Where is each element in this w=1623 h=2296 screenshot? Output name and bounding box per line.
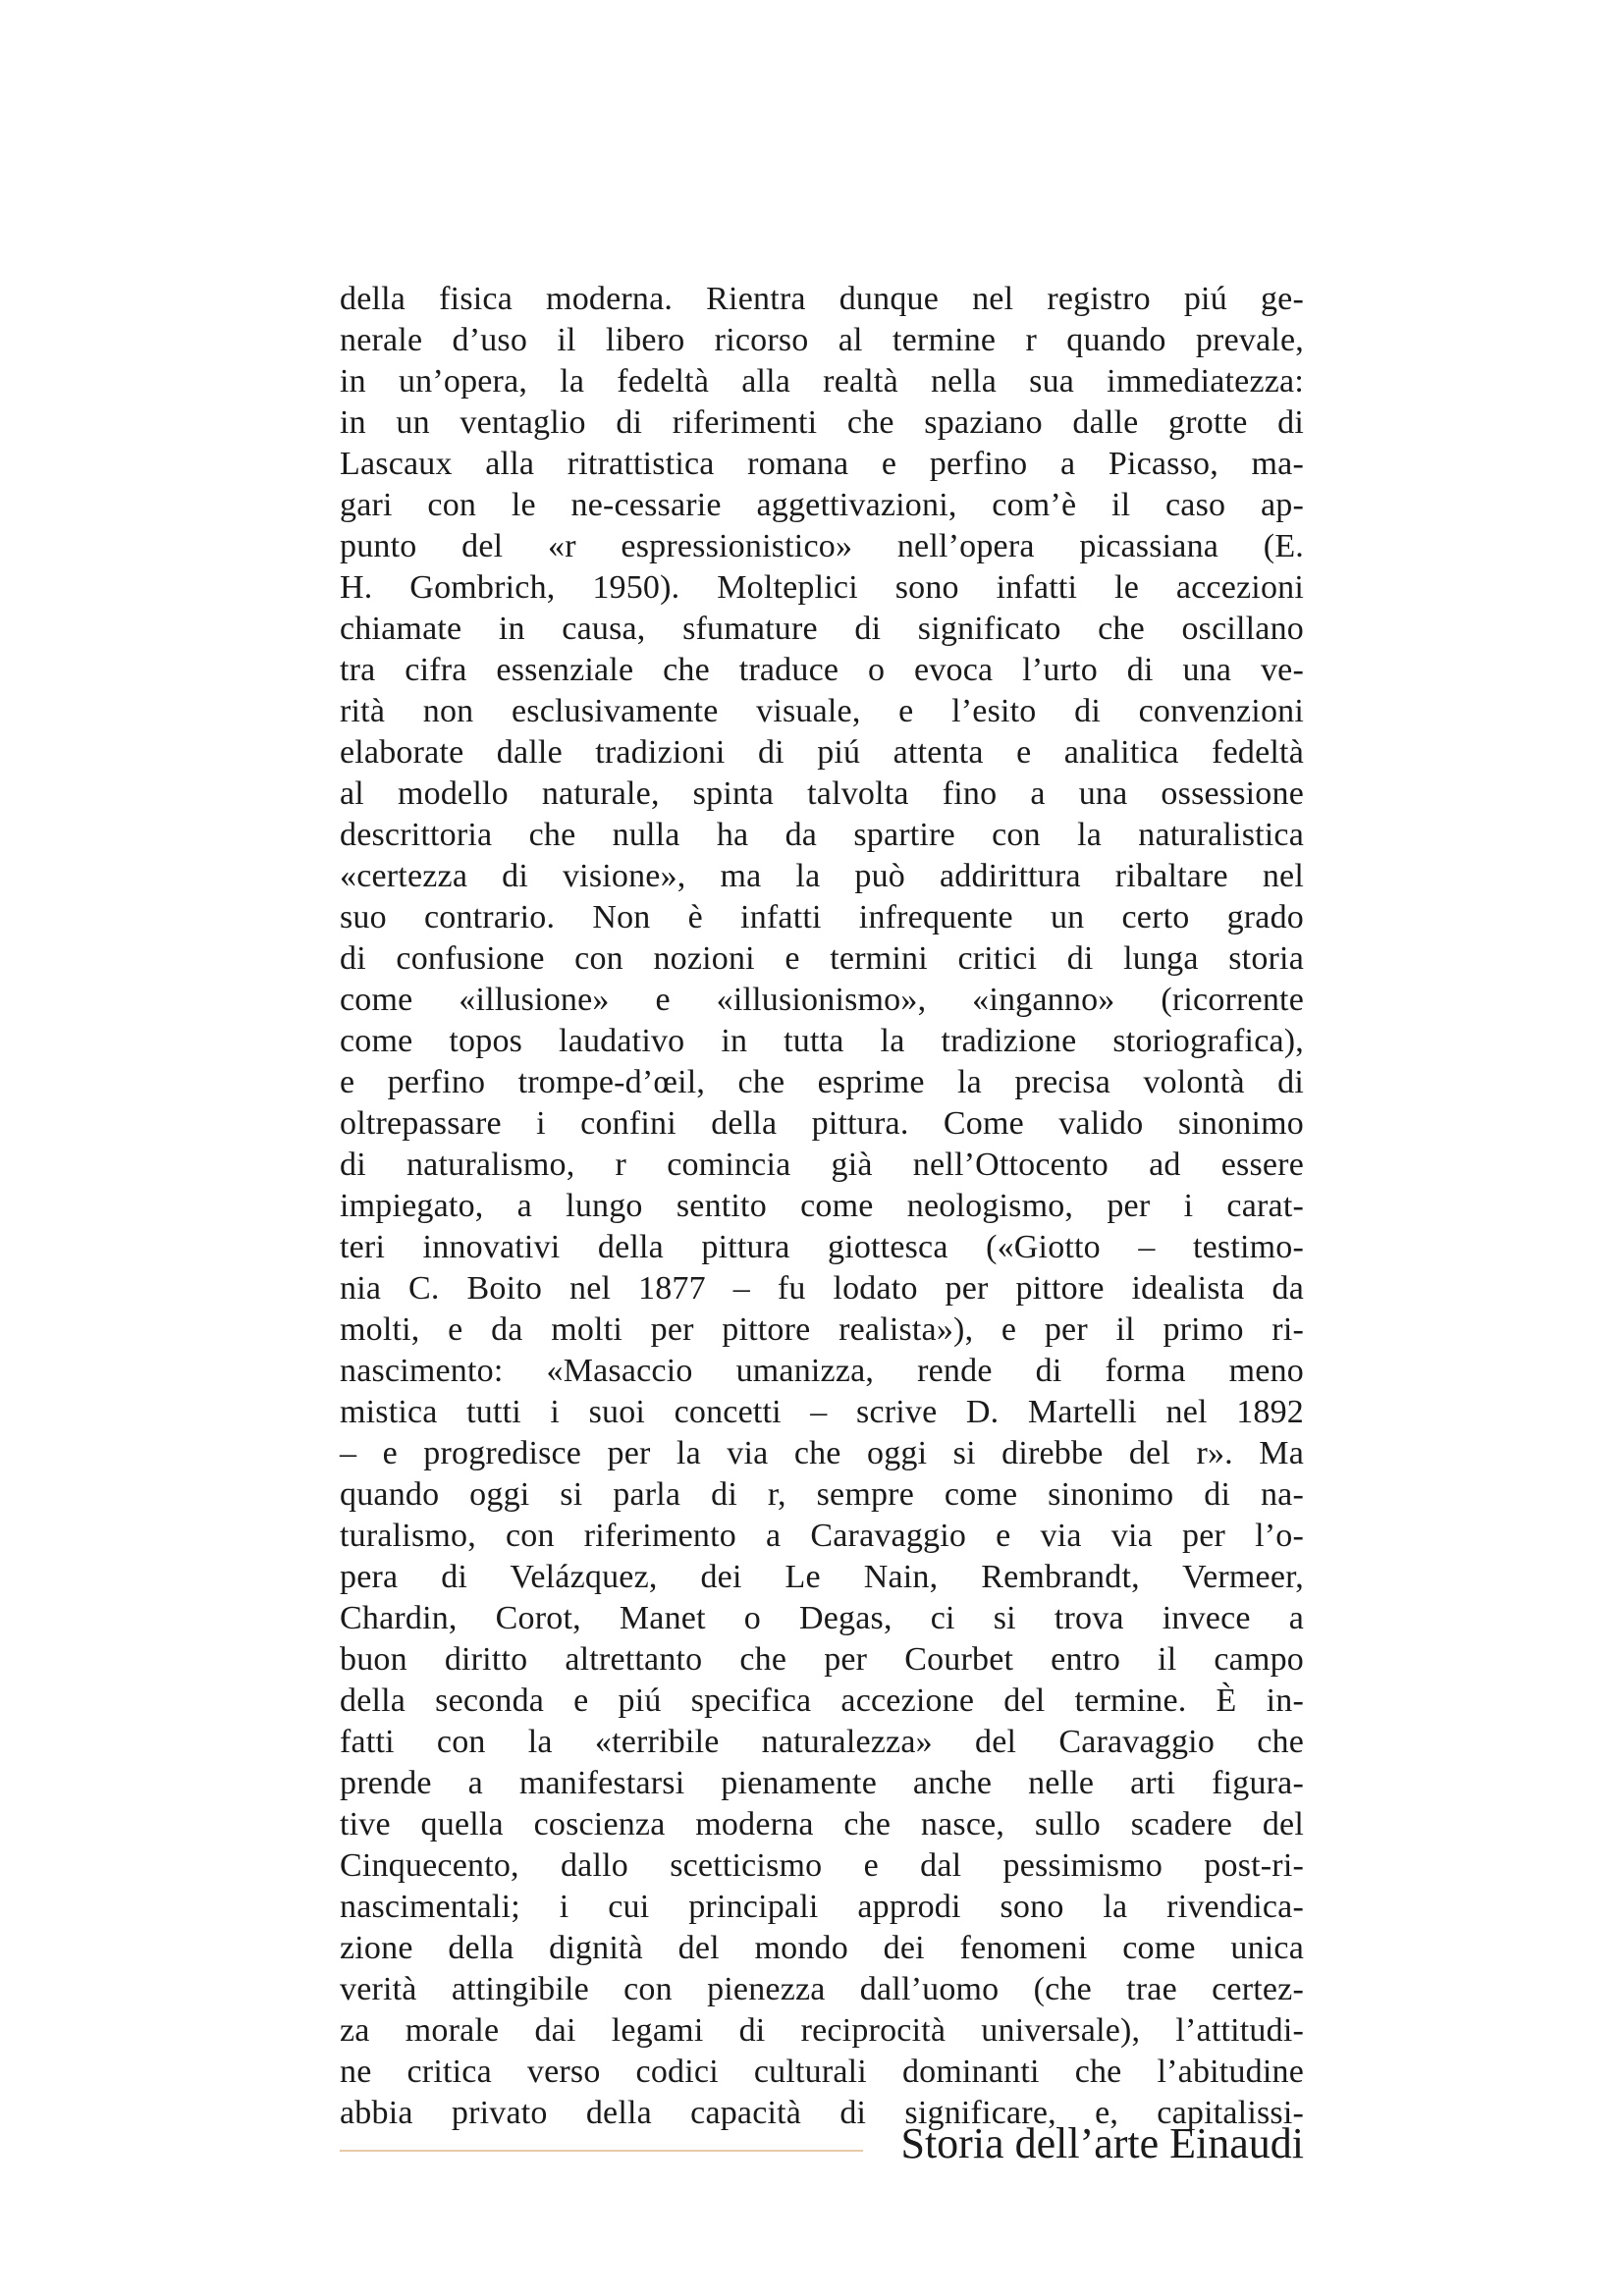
text-line: in un’opera, la fedeltà alla realtà nella sua immediatezza: bbox=[340, 363, 1304, 400]
text-line: Lascaux alla ritrattistica romana e perfino a Picasso, ma- bbox=[340, 446, 1304, 482]
text-line: teri innovativi della pittura giottesca («Giotto – testimo- bbox=[340, 1229, 1304, 1265]
text-line: tra cifra essenziale che traduce o evoca l’urto di una ve- bbox=[340, 652, 1304, 688]
text-line: tive quella coscienza moderna che nasce, sullo scadere del bbox=[340, 1806, 1304, 1842]
text-line: za morale dai legami di reciprocità universale), l’attitudi- bbox=[340, 2012, 1304, 2049]
text-line: e perfino trompe-d’œil, che esprime la precisa volontà di bbox=[340, 1064, 1304, 1100]
text-line: fatti con la «terribile naturalezza» del Caravaggio che bbox=[340, 1724, 1304, 1760]
text-line: abbia privato della capacità di significare, e, capitalissi- bbox=[340, 2095, 1304, 2131]
text-line: ne critica verso codici culturali dominanti che l’abitudine bbox=[340, 2054, 1304, 2090]
text-line: al modello naturale, spinta talvolta fino a una ossessione bbox=[340, 775, 1304, 812]
text-line: come topos laudativo in tutta la tradizione storiografica), bbox=[340, 1023, 1304, 1059]
text-line: «certezza di visione», ma la può addirittura ribaltare nel bbox=[340, 858, 1304, 894]
text-line: impiegato, a lungo sentito come neologismo, per i carat- bbox=[340, 1188, 1304, 1224]
text-line: nascimento: «Masaccio umanizza, rende di forma meno bbox=[340, 1353, 1304, 1389]
text-line: di naturalismo, r comincia già nell’Ottocento ad essere bbox=[340, 1147, 1304, 1183]
text-line: in un ventaglio di riferimenti che spaziano dalle grotte di bbox=[340, 404, 1304, 441]
text-line: rità non esclusivamente visuale, e l’esito di convenzioni bbox=[340, 693, 1304, 729]
text-line: punto del «r espressionistico» nell’opera picassiana (E. bbox=[340, 528, 1304, 564]
text-line: H. Gombrich, 1950). Molteplici sono infatti le accezioni bbox=[340, 569, 1304, 606]
text-line: mistica tutti i suoi concetti – scrive D. Martelli nel 1892 bbox=[340, 1394, 1304, 1430]
text-line: verità attingibile con pienezza dall’uomo (che trae certez- bbox=[340, 1971, 1304, 2007]
text-line: turalismo, con riferimento a Caravaggio e via via per l’o- bbox=[340, 1518, 1304, 1554]
text-line: quando oggi si parla di r, sempre come sinonimo di na- bbox=[340, 1476, 1304, 1513]
text-line: di confusione con nozioni e termini critici di lunga storia bbox=[340, 940, 1304, 977]
footer-divider bbox=[340, 2150, 863, 2152]
text-line: Chardin, Corot, Manet o Degas, ci si trova invece a bbox=[340, 1600, 1304, 1636]
text-line: zione della dignità del mondo dei fenomeni come unica bbox=[340, 1930, 1304, 1966]
footer-title: Storia dell’arte Einaudi bbox=[900, 2119, 1304, 2167]
body-text bbox=[340, 279, 1304, 2134]
text-line: buon diritto altrettanto che per Courbet entro il campo bbox=[340, 1641, 1304, 1678]
text-line: oltrepassare i confini della pittura. Come valido sinonimo bbox=[340, 1105, 1304, 1142]
text-line: come «illusione» e «illusionismo», «inganno» (ricorrente bbox=[340, 982, 1304, 1018]
text-line: prende a manifestarsi pienamente anche nelle arti figura- bbox=[340, 1765, 1304, 1801]
text-line: nerale d’uso il libero ricorso al termine r quando prevale, bbox=[340, 322, 1304, 358]
text-line: – e progredisce per la via che oggi si direbbe del r». Ma bbox=[340, 1435, 1304, 1471]
text-line: descrittoria che nulla ha da spartire con la naturalistica bbox=[340, 817, 1304, 853]
text-line: della seconda e piú specifica accezione del termine. È in- bbox=[340, 1682, 1304, 1719]
text-line: pera di Velázquez, dei Le Nain, Rembrandt, Vermeer, bbox=[340, 1559, 1304, 1595]
text-line: nascimentali; i cui principali approdi sono la rivendica- bbox=[340, 1889, 1304, 1925]
text-line: molti, e da molti per pittore realista»), e per il primo ri- bbox=[340, 1311, 1304, 1348]
page-footer bbox=[340, 2110, 1304, 2169]
text-line: chiamate in causa, sfumature di significato che oscillano bbox=[340, 611, 1304, 647]
text-line: gari con le ne-cessarie aggettivazioni, com’è il caso ap- bbox=[340, 487, 1304, 523]
text-line: elaborate dalle tradizioni di piú attenta e analitica fedeltà bbox=[340, 734, 1304, 771]
text-line: suo contrario. Non è infatti infrequente un certo grado bbox=[340, 899, 1304, 935]
text-line: Cinquecento, dallo scetticismo e dal pessimismo post-ri- bbox=[340, 1847, 1304, 1884]
text-line: della fisica moderna. Rientra dunque nel registro piú ge- bbox=[340, 281, 1304, 317]
text-line: nia C. Boito nel 1877 – fu lodato per pittore idealista da bbox=[340, 1270, 1304, 1307]
